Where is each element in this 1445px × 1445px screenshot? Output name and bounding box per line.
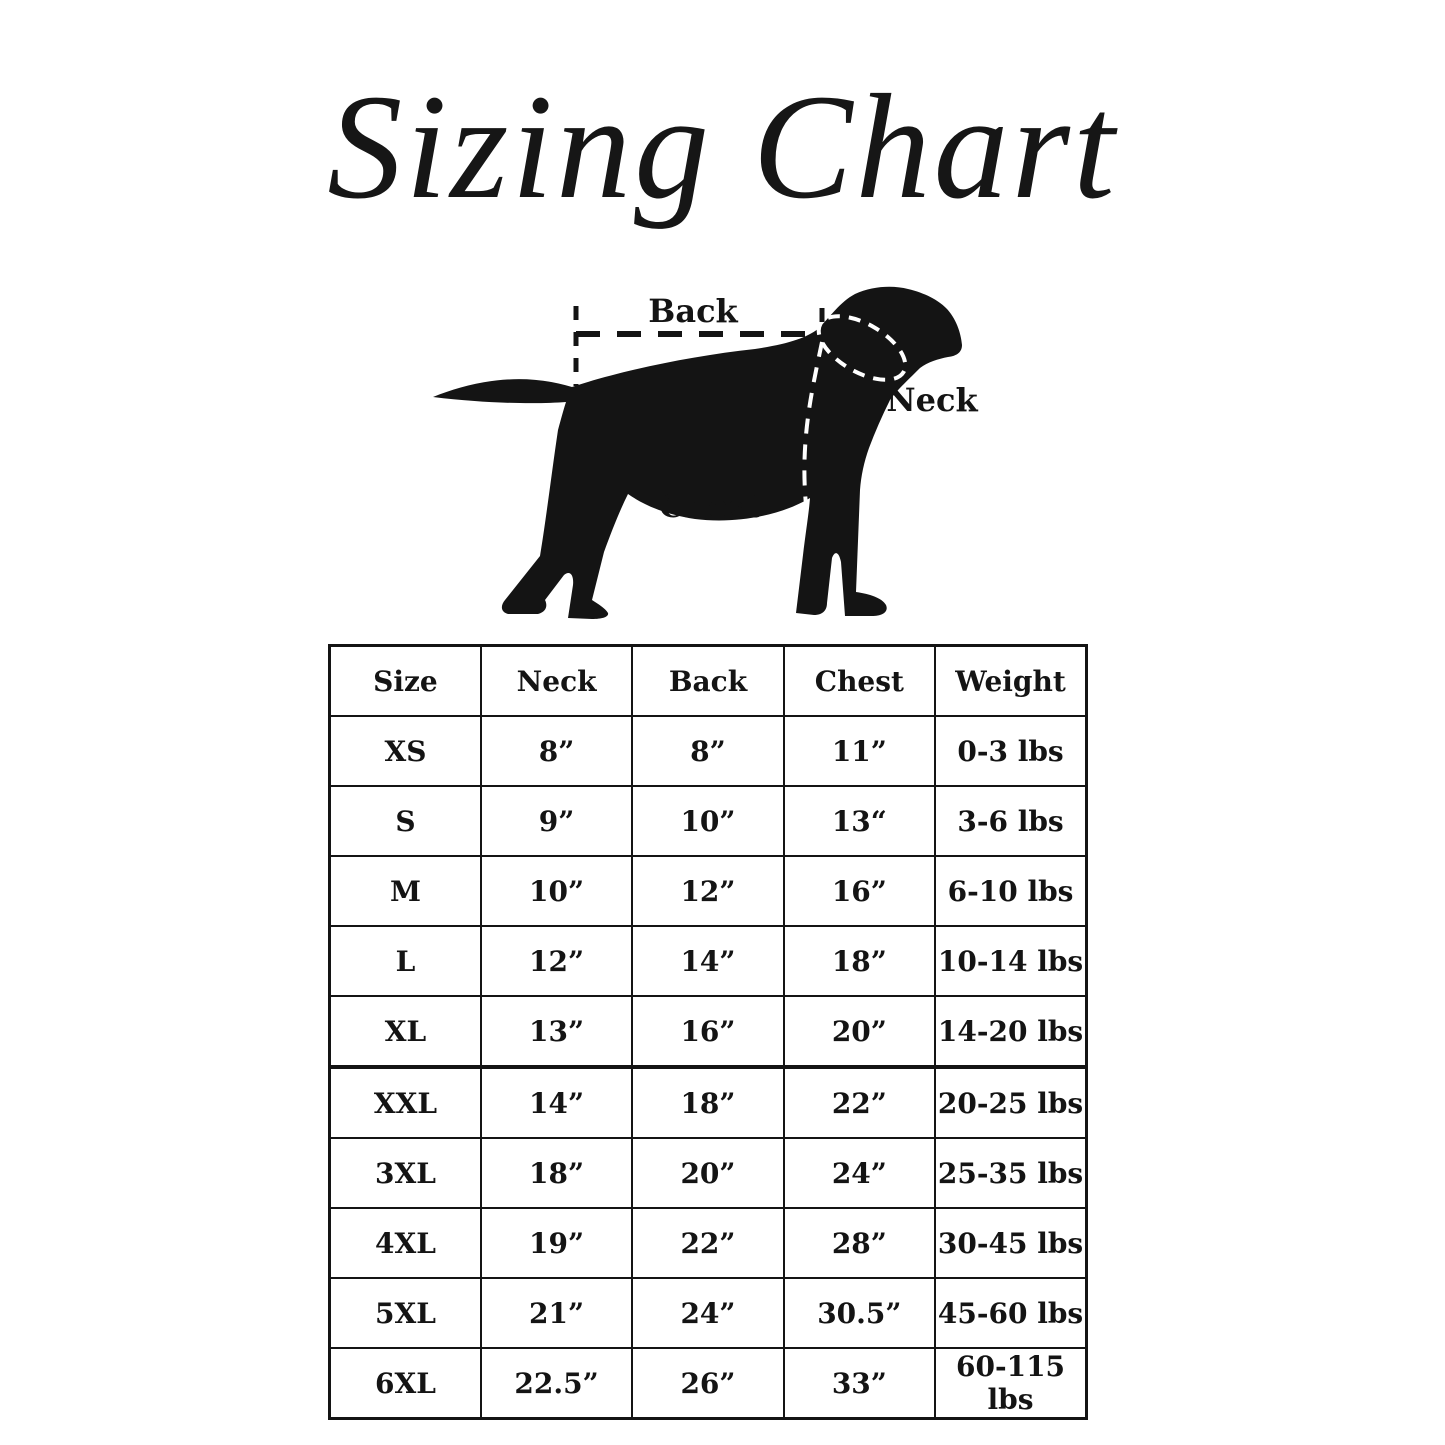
table-cell: 13” [481,996,632,1067]
table-row [330,1348,1087,1419]
table-row [330,996,1087,1067]
table-cell: 24” [784,1138,935,1208]
dog-silhouette [433,287,962,619]
table-header-row [330,646,1087,717]
table-cell: 10” [481,856,632,926]
table-cell: 3XL [330,1138,481,1208]
table-cell: 9” [481,786,632,856]
table-cell: 26” [632,1348,783,1419]
column-header: Size [330,646,481,717]
table-cell: XS [330,716,481,786]
table-cell: 10-14 lbs [935,926,1086,996]
table-cell: 18” [632,1067,783,1138]
table-cell: 12” [481,926,632,996]
table-cell: 14-20 lbs [935,996,1086,1067]
table-row [330,1278,1087,1348]
column-header: Back [632,646,783,717]
table-cell: 22.5” [481,1348,632,1419]
table-row [330,856,1087,926]
table-cell: 18” [481,1138,632,1208]
table-cell: 60-115 lbs [935,1348,1086,1419]
column-header: Neck [481,646,632,717]
table-cell: 25-35 lbs [935,1138,1086,1208]
table-cell: 28” [784,1208,935,1278]
table-cell: 16” [632,996,783,1067]
table-cell: 22” [632,1208,783,1278]
table-cell: 30.5” [784,1278,935,1348]
table-cell: 8” [481,716,632,786]
chest-label: Chest [659,487,761,525]
table-cell: 45-60 lbs [935,1278,1086,1348]
table-cell: 22” [784,1067,935,1138]
table-cell: 20” [632,1138,783,1208]
table-cell: 3-6 lbs [935,786,1086,856]
table-cell: XXL [330,1067,481,1138]
table-cell: 4XL [330,1208,481,1278]
table-cell: 0-3 lbs [935,716,1086,786]
table-cell: 20” [784,996,935,1067]
table-cell: 20-25 lbs [935,1067,1086,1138]
dog-measurement-diagram [0,0,1445,700]
table-cell: 14” [481,1067,632,1138]
table-cell: L [330,926,481,996]
table-cell: 30-45 lbs [935,1208,1086,1278]
table-cell: XL [330,996,481,1067]
table-cell: 24” [632,1278,783,1348]
table-row [330,716,1087,786]
table-cell: 21” [481,1278,632,1348]
sizing-table [328,644,1088,1420]
table-cell: 10” [632,786,783,856]
column-header: Weight [935,646,1086,717]
column-header: Chest [784,646,935,717]
table-cell: 13“ [784,786,935,856]
table-cell: 11” [784,716,935,786]
table-cell: 16” [784,856,935,926]
table-cell: 19” [481,1208,632,1278]
page-title: Sizing Chart [327,64,1118,230]
table-cell: 6XL [330,1348,481,1419]
table-row [330,1067,1087,1138]
table-row [330,1208,1087,1278]
table-cell: 14” [632,926,783,996]
table-cell: 6-10 lbs [935,856,1086,926]
table-cell: 18” [784,926,935,996]
table-cell: 8” [632,716,783,786]
table-row [330,1138,1087,1208]
table-cell: 5XL [330,1278,481,1348]
back-label: Back [648,292,738,330]
table-row [330,926,1087,996]
table-cell: 12” [632,856,783,926]
table-cell: S [330,786,481,856]
table-cell: M [330,856,481,926]
neck-label: Neck [886,381,978,419]
table-cell: 33” [784,1348,935,1419]
table-row [330,786,1087,856]
